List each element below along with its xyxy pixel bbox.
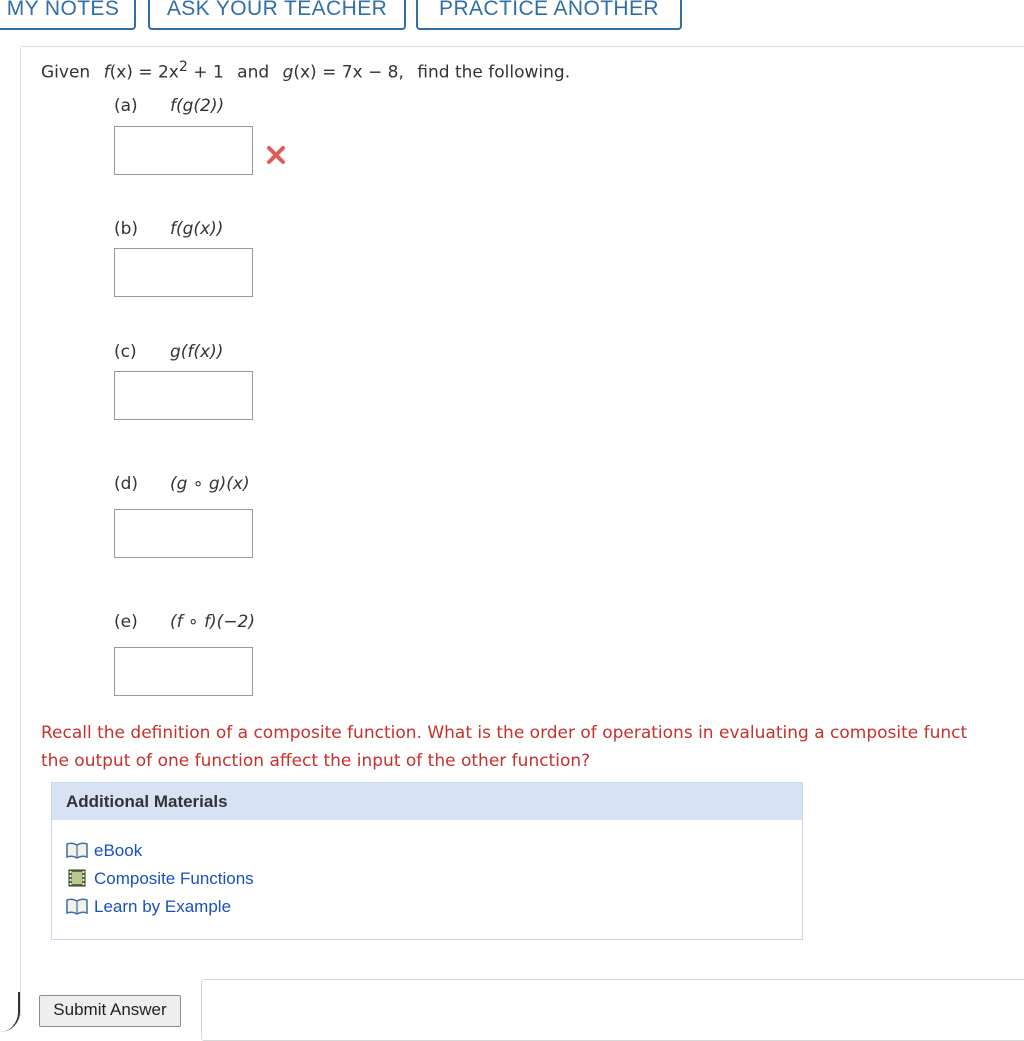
f-rhs: = 2x [138,62,179,83]
my-notes-button[interactable]: MY NOTES [0,0,136,30]
incorrect-x-icon [265,144,287,166]
additional-materials-panel [51,782,803,940]
book-icon [66,898,88,915]
practice-another-button[interactable]: PRACTICE ANOTHER [416,0,682,30]
part-d-label [114,474,250,494]
part-b-answer-input[interactable] [114,248,253,297]
learn-by-example-link[interactable] [66,897,231,917]
composite-functions-link[interactable] [66,869,254,889]
and-label: and [237,62,270,83]
content-left-border [20,46,21,1016]
part-expression: f(g(2)) [170,96,225,116]
part-b-label [114,219,223,239]
given-label: Given [41,62,91,83]
question-text [41,59,570,83]
f-name: f [103,62,110,83]
part-d-answer-input[interactable] [114,509,253,558]
part-expression: (g ∘ g)(x) [170,474,250,494]
question-tail: find the following. [417,62,571,83]
submit-answer-button[interactable]: Submit Answer [39,995,181,1027]
part-letter: (c) [114,342,137,362]
ask-your-teacher-button[interactable]: ASK YOUR TEACHER [148,0,406,30]
part-a-label [114,96,224,116]
part-letter: (e) [114,612,138,632]
film-icon [66,869,88,887]
hint-line: the output of one function affect the input of the other function? [41,751,591,771]
f-rhs-constant: + 1 [193,62,224,83]
part-a-answer-input[interactable] [114,126,253,175]
g-rhs: = 7x − 8, [322,62,404,83]
link-label: Composite Functions [94,869,254,888]
ebook-link[interactable] [66,841,142,861]
part-letter: (d) [114,474,139,494]
additional-materials-title: Additional Materials [52,783,802,820]
part-expression: f(g(x)) [170,219,224,239]
hint-text [41,719,1024,775]
g-name: g [282,62,294,83]
g-var: (x) [293,62,317,83]
part-c-label [114,342,223,362]
window-corner [0,992,20,1032]
part-c-answer-input[interactable] [114,371,253,420]
link-label: Learn by Example [94,897,232,916]
link-label: eBook [94,841,143,860]
book-icon [66,842,88,859]
part-expression: (f ∘ f)(−2) [170,612,256,632]
side-panel [201,979,1024,1041]
part-letter: (a) [114,96,138,116]
f-var: (x) [109,62,133,83]
hint-line: Recall the definition of a composite function. What is the order of operations in evaluating a composite funct [41,723,968,743]
header-divider [22,46,1024,47]
part-expression: g(f(x)) [170,342,224,362]
part-e-answer-input[interactable] [114,647,253,696]
f-exponent: 2 [178,59,188,75]
part-letter: (b) [114,219,139,239]
part-e-label [114,612,255,632]
